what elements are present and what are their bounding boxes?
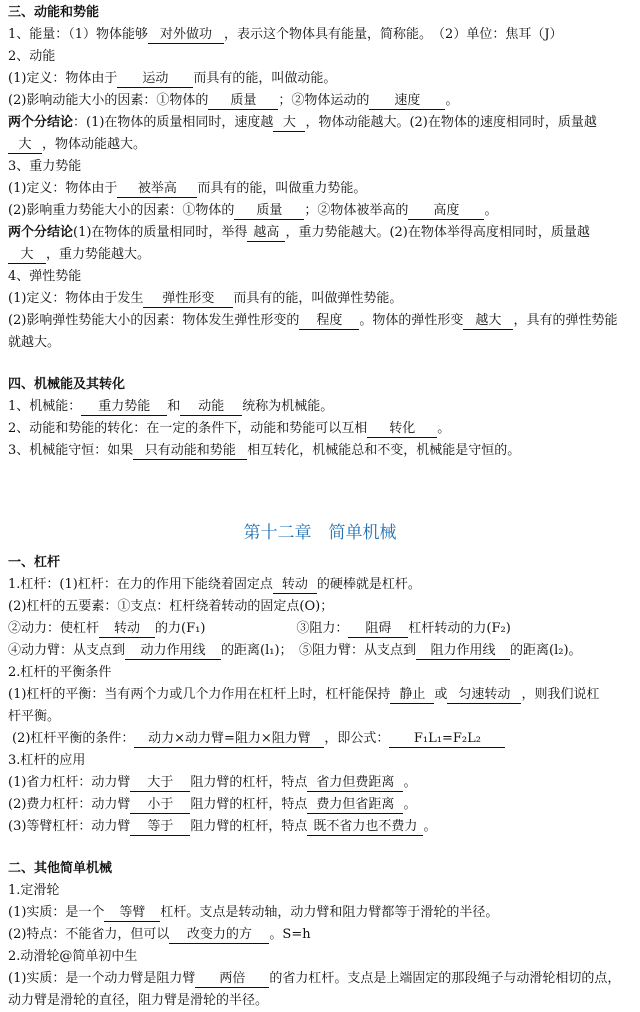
blank-answer: 阻力作用线: [416, 642, 510, 660]
blank-answer: F₁L₁=F₂L₂: [389, 730, 505, 748]
subheading: 3、重力势能: [8, 159, 82, 174]
section-heading-lever: 一、杠杆: [8, 555, 61, 570]
text-line: 就越大。: [8, 335, 61, 350]
text-line: (2)杠杆的五要素：①支点：杠杆绕着转动的固定点(O)；: [8, 599, 334, 614]
blank-answer: 两倍: [195, 970, 269, 988]
blank-answer: 对外做功: [148, 26, 224, 44]
blank-answer: 既不省力也不费力: [307, 818, 423, 836]
text-line: 3.杠杆的应用: [8, 753, 86, 768]
text-line: (2)杠杆平衡的条件： 动力×动力臂=阻力×阻力臂 ，即公式： F₁L₁=F₂L₂: [8, 728, 632, 750]
text-line: ④动力臂：从支点到 动力作用线 的距离(l₁)； ⑤阻力臂：从支点到 阻力作用线 的距离(l₂)。: [8, 643, 582, 658]
text-line: 杆平衡。: [8, 709, 61, 724]
blank-answer: 质量: [234, 202, 304, 220]
text-line: 1、机械能： 重力势能 和 动能 统称为机械能。: [8, 399, 334, 414]
blank-answer: 等于: [130, 818, 190, 836]
section-heading-mechanical-energy: 四、机械能及其转化: [8, 377, 126, 392]
blank-answer: 省力但费距离: [307, 774, 403, 792]
blank-answer: 阻碍: [348, 620, 408, 638]
blank-answer: 匀速转动: [447, 686, 521, 704]
text-line: (1)实质：是一个动力臂是阻力臂 两倍 的省力杠杆。支点是上端固定的那段绳子与动滑轮相切的点，: [8, 971, 621, 986]
text-line: 3、机械能守恒：如果 只有动能和势能 相互转化，机械能总和不变，机械能是守恒的。: [8, 443, 521, 458]
blank-answer: 等臂: [104, 904, 160, 922]
text-line: 2.动滑轮@简单初中生: [8, 949, 138, 964]
section-heading-other-machines: 二、其他简单机械: [8, 861, 113, 876]
blank-answer: 静止: [390, 686, 434, 704]
blank-answer: 转化: [367, 420, 437, 438]
text-line: (2)费力杠杆：动力臂 小于 阻力臂的杠杆，特点 费力但省距离 。: [8, 797, 417, 812]
text-line: (1)实质：是一个 等臂 杠杆。支点是转动轴，动力臂和阻力臂都等于滑轮的半径。: [8, 905, 499, 920]
text-line: 2.杠杆的平衡条件: [8, 665, 112, 680]
blank-answer: 越高: [247, 224, 285, 242]
section-heading-kinetic-potential: 三、动能和势能: [8, 5, 100, 20]
text-line: (1)定义：物体由于 运动 而具有的能，叫做动能。: [8, 71, 337, 86]
blank-answer: 转动: [273, 576, 317, 594]
blank-answer: 大: [8, 136, 42, 154]
text-line: (1)省力杠杆：动力臂 大于 阻力臂的杠杆，特点 省力但费距离 。: [8, 775, 417, 790]
blank-answer: 只有动能和势能: [133, 442, 247, 460]
text-line: 1.杠杆：(1)杠杆：在力的作用下能绕着固定点 转动 的硬棒就是杠杆。: [8, 577, 421, 592]
text-line: (1)杠杆的平衡：当有两个力或几个力作用在杠杆上时，杠杆能保持 静止 或 匀速转动 ，则我们说杠: [8, 687, 600, 702]
text-line: (2)特点：不能省力，但可以 改变力的方 。S=h: [8, 927, 311, 942]
blank-answer: 运动: [117, 70, 193, 88]
text-line: 2、动能和势能的转化：在一定的条件下，动能和势能可以互相 转化 。: [8, 421, 451, 436]
blank-answer: 动能: [180, 398, 242, 416]
text-line: 大 ，重力势能越大。: [8, 244, 632, 266]
blank-answer: 动力作用线: [125, 642, 221, 660]
blank-answer: 程度: [299, 312, 359, 330]
text-line: 大 ，物体动能越大。: [8, 134, 632, 156]
text-line: 动力臂是滑轮的直径，阻力臂是滑轮的半径。: [8, 993, 269, 1008]
text-line: (1)定义：物体由于发生 弹性形变 而具有的能，叫做弹性势能。: [8, 291, 403, 306]
blank-answer: 大: [8, 246, 46, 264]
text-line: 1、能量：（1）物体能够 对外做功 ，表示这个物体具有能量，简称能。 （2）单位：焦耳（J）: [8, 27, 563, 42]
blank-answer: 速度: [369, 92, 445, 110]
blank-answer: 改变力的方: [169, 926, 269, 944]
blank-answer: 质量: [208, 92, 278, 110]
text-line: (3)等臂杠杆：动力臂 等于 阻力臂的杠杆，特点 既不省力也不费力 。: [8, 819, 437, 834]
blank-answer: 费力但省距离: [307, 796, 403, 814]
blank-answer: 被举高: [117, 180, 197, 198]
blank-answer: 大于: [130, 774, 190, 792]
blank-answer: 重力势能: [81, 398, 167, 416]
blank-answer: 弹性形变: [143, 290, 233, 308]
text-line: (2)影响重力势能大小的因素：①物体的 质量 ；②物体被举高的 高度 。: [8, 203, 498, 218]
blank-answer: 转动: [99, 620, 155, 638]
subheading: 2、动能: [8, 49, 56, 64]
blank-answer: 动力×动力臂=阻力×阻力臂: [134, 730, 324, 748]
text-line: 两个分结论(1)在物体的质量相同时，举得 越高 ，重力势能越大。(2)在物体举得高度相同时，质量越: [8, 225, 590, 240]
subheading: 4、弹性势能: [8, 269, 82, 284]
text-line: (2)影响动能大小的因素：①物体的 质量 ；②物体运动的 速度 。: [8, 93, 459, 108]
blank-answer: 越大: [463, 312, 513, 330]
blank-answer: 大: [273, 114, 305, 132]
chapter-title: 第十二章 简单机械: [243, 523, 397, 543]
text-line: (1)定义：物体由于 被举高 而具有的能，叫做重力势能。: [8, 181, 367, 196]
text-line: 两个分结论：(1)在物体的质量相同时，速度越 大 ，物体动能越大。(2)在物体的速度相同时，质量越: [8, 115, 597, 130]
text-line: (2)影响弹性势能大小的因素：物体发生弹性形变的 程度 。物体的弹性形变 越大 ，具有的弹性势能: [8, 313, 618, 328]
text-line: 1.定滑轮: [8, 883, 60, 898]
text-line: ②动力：使杠杆 转动 的力(F₁) ③阻力： 阻碍 杠杆转动的力(F₂): [8, 621, 511, 636]
blank-answer: 小于: [130, 796, 190, 814]
document-page: [8, 0, 632, 1012]
blank-answer: 高度: [408, 202, 484, 220]
